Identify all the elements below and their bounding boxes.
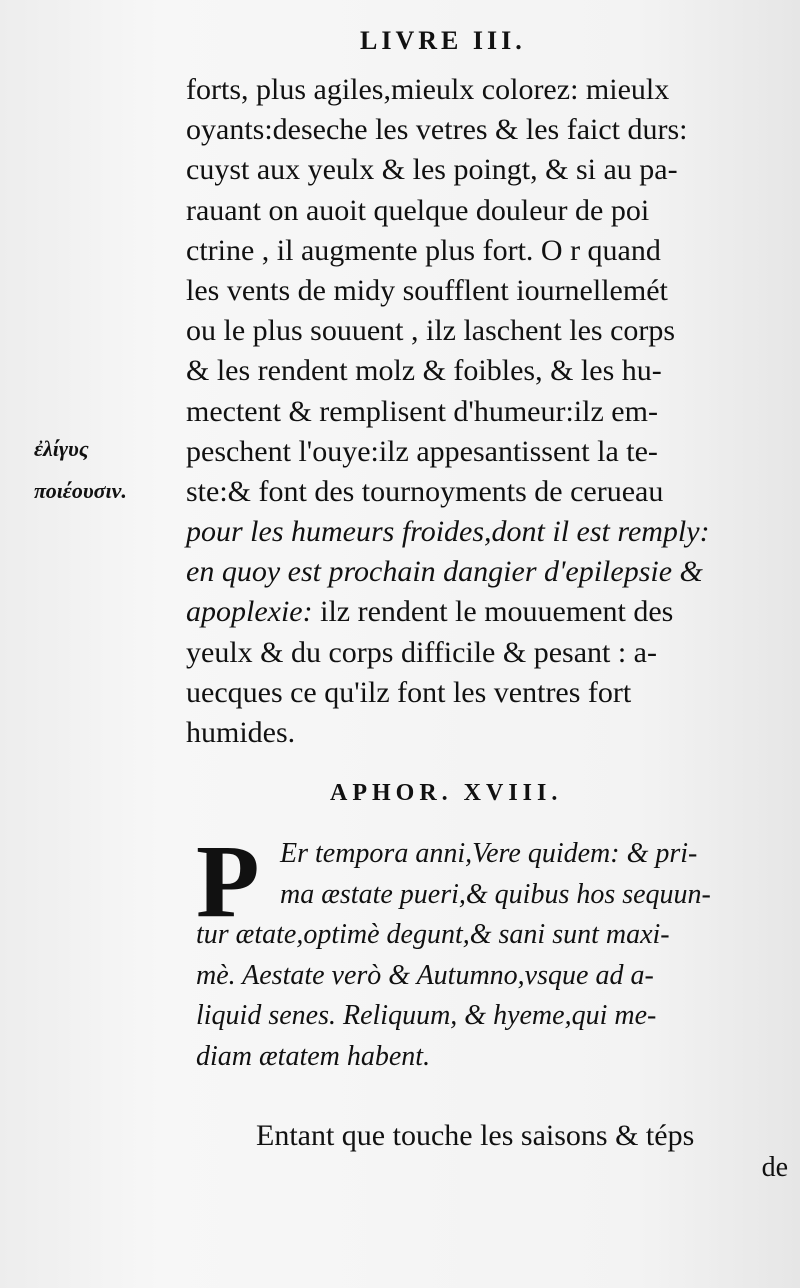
drop-cap: P — [196, 824, 260, 939]
final-text — [256, 1116, 796, 1156]
aphorism-line: Er tempora anni,Vere quidem: & pri- — [280, 838, 698, 869]
aphorism-text — [196, 824, 786, 1077]
text-line: peschent l'ouye:ilz appesantissent la te- — [186, 434, 658, 468]
text-line: mectent & remplisent d'humeur:ilz em- — [186, 394, 658, 428]
running-head: LIVRE III. — [360, 26, 526, 55]
text-line: & les rendent molz & foibles, & les hu- — [186, 354, 662, 388]
text-line: humides. — [186, 716, 296, 749]
italic-line: en quoy est prochain dangier d'epilepsie & — [186, 555, 703, 589]
aphorism-line: tur ætate,optimè degunt,& sani sunt maxi- — [196, 919, 670, 950]
text-line: yeulx & du corps difficile & pesant : a- — [186, 635, 657, 669]
text-line: ou le plus souuent , ilz laschent les corps — [186, 314, 676, 348]
text-line: oyants:deseche les vetres & les faict durs: — [186, 113, 688, 147]
margin-note: ἐλίγυς — [34, 436, 89, 461]
catchword: de — [761, 1152, 788, 1183]
aphorism-line: ma æstate pueri,& quibus hos sequun- — [280, 878, 711, 910]
main-text — [186, 70, 776, 753]
margin-note: ποιέουσιν. — [34, 478, 127, 503]
text-line: ste:& font des tournoyments de cerueau — [186, 474, 664, 508]
aphorism-title: APHOR. XVIII. — [330, 780, 563, 806]
text-line: Entant que touche les saisons & téps — [256, 1119, 695, 1152]
text-line: forts, plus agiles,mieulx colorez: mieulx — [186, 73, 670, 106]
text-line: uecques ce qu'ilz font les ventres fort — [186, 675, 632, 709]
text-line-mixed — [186, 592, 776, 632]
italic-line: pour les humeurs froides,dont il est remply: — [186, 515, 710, 549]
aphorism-line: liquid senes. Reliquum, & hyeme,qui me- — [196, 1000, 657, 1031]
text-line: rauant on auoit quelque douleur de poi — [186, 193, 650, 227]
text-line: cuyst aux yeulx & les poingt, & si au pa- — [186, 153, 678, 187]
text-line: les vents de midy soufflent iournellemét — [186, 273, 668, 307]
aphorism-line: diam ætatem habent. — [196, 1040, 431, 1072]
italic-fragment: apoplexie: — [186, 595, 313, 629]
text-fragment: ilz rendent le mouuement des — [312, 595, 674, 629]
text-line: ctrine , il augmente plus fort. O r quand — [186, 233, 661, 267]
aphorism-line: mè. Aestate verò & Autumno,vsque ad a- — [196, 959, 654, 991]
